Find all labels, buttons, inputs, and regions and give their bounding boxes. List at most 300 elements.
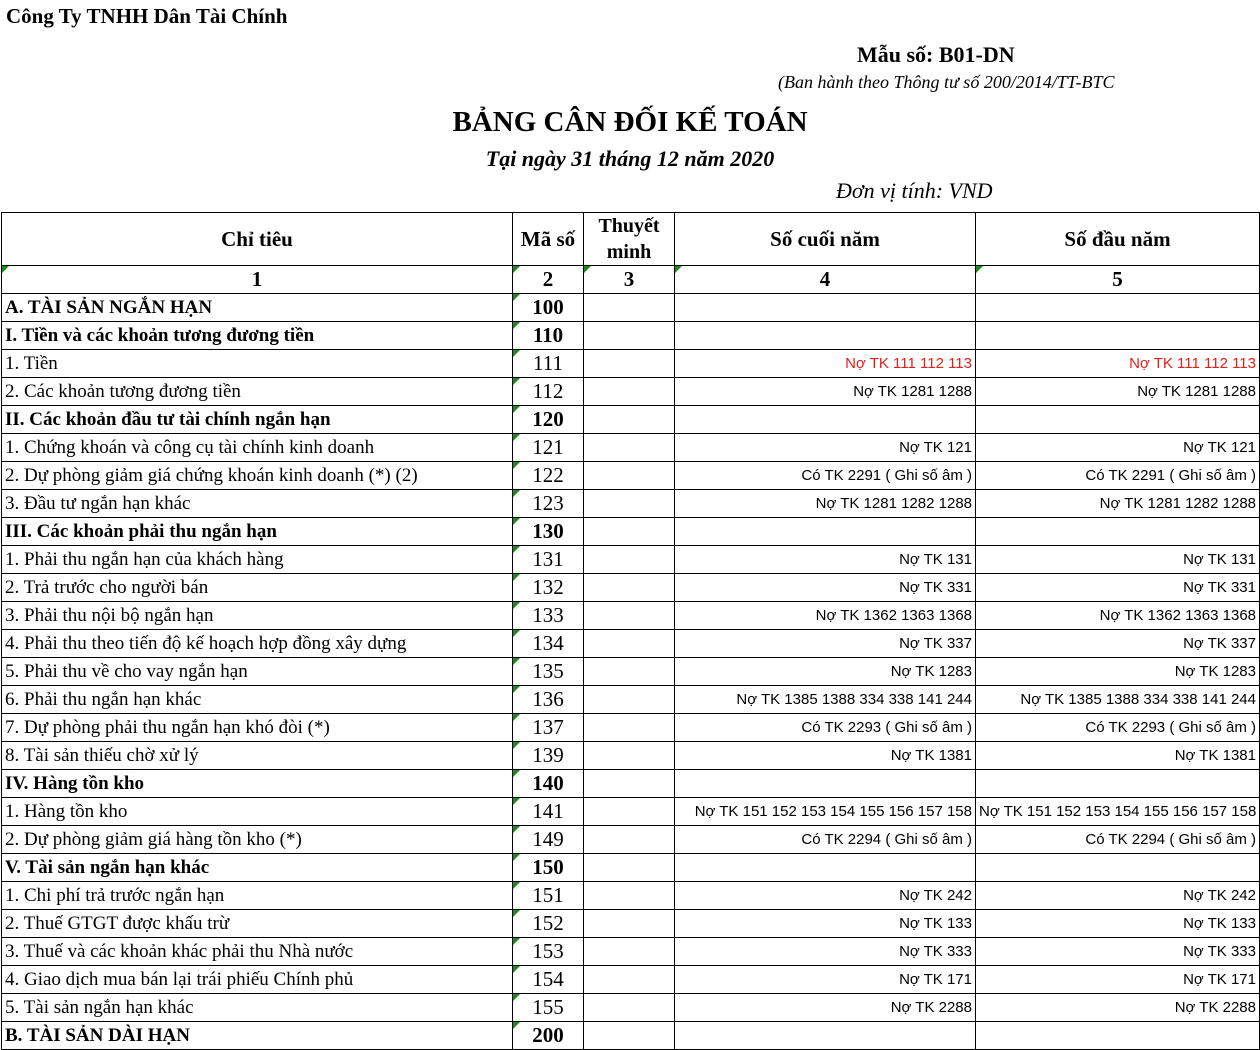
begin-year-value-cell[interactable] bbox=[976, 434, 1260, 462]
comment-marker-icon bbox=[513, 742, 520, 749]
note-cell[interactable] bbox=[584, 770, 675, 798]
begin-year-value-text: Nợ TK 1362 1363 1368 bbox=[1099, 607, 1256, 624]
comment-marker-icon bbox=[513, 966, 520, 973]
item-name-cell[interactable] bbox=[2, 1022, 513, 1050]
item-code-cell[interactable] bbox=[513, 910, 584, 938]
currency-unit: Đơn vị tính: VND bbox=[836, 178, 993, 203]
col-header-item[interactable]: Chỉ tiêu bbox=[2, 213, 513, 266]
end-year-value-cell[interactable] bbox=[675, 406, 976, 434]
begin-year-value-cell[interactable] bbox=[976, 602, 1260, 630]
begin-year-value-cell[interactable] bbox=[976, 994, 1260, 1022]
item-name-text: 2. Dự phòng giảm giá chứng khoán kinh doanh (*) (2) bbox=[5, 464, 418, 486]
item-code-text: 154 bbox=[532, 967, 564, 991]
begin-year-value-text: Nợ TK 133 bbox=[1183, 915, 1256, 932]
end-year-value-cell[interactable] bbox=[675, 770, 976, 798]
item-code-cell[interactable] bbox=[513, 1022, 584, 1050]
begin-year-value-cell[interactable] bbox=[976, 1022, 1260, 1050]
item-name-text: 2. Thuế GTGT được khấu trừ bbox=[5, 912, 230, 934]
table-row bbox=[2, 574, 1260, 602]
item-code-cell[interactable] bbox=[513, 490, 584, 518]
end-year-value-cell[interactable] bbox=[675, 910, 976, 938]
item-name-cell[interactable] bbox=[2, 546, 513, 574]
item-code-cell[interactable] bbox=[513, 826, 584, 854]
comment-marker-icon bbox=[513, 462, 520, 469]
item-name-cell[interactable] bbox=[2, 798, 513, 826]
begin-year-value-text: Nợ TK 1281 1282 1288 bbox=[1099, 495, 1256, 512]
col-number: 3 bbox=[623, 267, 635, 291]
begin-year-value-cell[interactable] bbox=[976, 882, 1260, 910]
begin-year-value-text: Nợ TK 111 112 113 bbox=[1129, 355, 1256, 372]
col-number-cell[interactable] bbox=[2, 266, 513, 294]
item-code-text: 130 bbox=[532, 519, 564, 543]
note-cell[interactable] bbox=[584, 910, 675, 938]
comment-marker-icon bbox=[513, 434, 520, 441]
item-name-text: 7. Dự phòng phải thu ngắn hạn khó đòi (*) bbox=[5, 716, 330, 738]
item-code-cell[interactable] bbox=[513, 546, 584, 574]
end-year-value-cell[interactable] bbox=[675, 854, 976, 882]
begin-year-value-cell[interactable] bbox=[976, 742, 1260, 770]
item-code-cell[interactable] bbox=[513, 630, 584, 658]
table-row bbox=[2, 602, 1260, 630]
item-name-text: 5. Phải thu về cho vay ngắn hạn bbox=[5, 660, 248, 682]
comment-marker-icon bbox=[513, 658, 520, 665]
item-name-cell[interactable] bbox=[2, 882, 513, 910]
note-cell[interactable] bbox=[584, 378, 675, 406]
end-year-value-text: Nợ TK 337 bbox=[899, 635, 972, 652]
section-row bbox=[2, 854, 1260, 882]
item-code-cell[interactable] bbox=[513, 462, 584, 490]
end-year-value-cell[interactable] bbox=[675, 686, 976, 714]
item-name-cell[interactable] bbox=[2, 378, 513, 406]
item-code-cell[interactable] bbox=[513, 994, 584, 1022]
item-code-text: 135 bbox=[532, 659, 564, 683]
item-name-cell[interactable] bbox=[2, 994, 513, 1022]
item-name-text: A. TÀI SẢN NGẮN HẠN bbox=[5, 296, 213, 318]
begin-year-value-cell[interactable] bbox=[976, 490, 1260, 518]
end-year-value-cell[interactable] bbox=[675, 378, 976, 406]
item-code-cell[interactable] bbox=[513, 798, 584, 826]
begin-year-value-text: Nợ TK 1283 bbox=[1174, 663, 1256, 680]
item-name-cell[interactable] bbox=[2, 714, 513, 742]
end-year-value-cell[interactable] bbox=[675, 546, 976, 574]
item-code-text: 133 bbox=[532, 603, 564, 627]
begin-year-value-cell[interactable] bbox=[976, 462, 1260, 490]
end-year-value-text: Nợ TK 331 bbox=[899, 579, 972, 596]
item-name-cell[interactable] bbox=[2, 630, 513, 658]
item-name-cell[interactable] bbox=[2, 490, 513, 518]
begin-year-value-cell[interactable] bbox=[976, 798, 1260, 826]
item-name-cell[interactable] bbox=[2, 938, 513, 966]
begin-year-value-cell[interactable] bbox=[976, 854, 1260, 882]
begin-year-value-cell[interactable] bbox=[976, 658, 1260, 686]
end-year-value-cell[interactable] bbox=[675, 322, 976, 350]
table-row bbox=[2, 798, 1260, 826]
item-code-cell[interactable] bbox=[513, 854, 584, 882]
item-code-text: 137 bbox=[532, 715, 564, 739]
table-row bbox=[2, 966, 1260, 994]
note-cell[interactable] bbox=[584, 742, 675, 770]
item-name-text: II. Các khoản đầu tư tài chính ngắn hạn bbox=[5, 408, 331, 430]
begin-year-value-cell[interactable] bbox=[976, 630, 1260, 658]
item-code-cell[interactable] bbox=[513, 882, 584, 910]
end-year-value-cell[interactable] bbox=[675, 882, 976, 910]
note-cell[interactable] bbox=[584, 658, 675, 686]
note-cell[interactable] bbox=[584, 994, 675, 1022]
comment-marker-icon bbox=[513, 322, 520, 329]
item-code-cell[interactable] bbox=[513, 518, 584, 546]
begin-year-value-text: Nợ TK 337 bbox=[1183, 635, 1256, 652]
item-code-cell[interactable] bbox=[513, 966, 584, 994]
table-row bbox=[2, 882, 1260, 910]
item-code-cell[interactable] bbox=[513, 742, 584, 770]
end-year-value-cell[interactable] bbox=[675, 490, 976, 518]
section-row bbox=[2, 770, 1260, 798]
item-code-cell[interactable] bbox=[513, 294, 584, 322]
table-row bbox=[2, 350, 1260, 378]
note-cell[interactable] bbox=[584, 602, 675, 630]
begin-year-value-text: Nợ TK 131 bbox=[1183, 551, 1256, 568]
table-row bbox=[2, 658, 1260, 686]
col-number: 5 bbox=[1112, 267, 1123, 291]
item-code-text: 112 bbox=[532, 379, 564, 403]
comment-marker-icon bbox=[513, 770, 520, 777]
note-cell[interactable] bbox=[584, 798, 675, 826]
end-year-value-cell[interactable] bbox=[675, 742, 976, 770]
end-year-value-text: Nợ TK 171 bbox=[899, 971, 972, 988]
item-name-cell[interactable] bbox=[2, 742, 513, 770]
item-code-cell[interactable] bbox=[513, 378, 584, 406]
item-code-cell[interactable] bbox=[513, 686, 584, 714]
note-cell[interactable] bbox=[584, 462, 675, 490]
begin-year-value-cell[interactable] bbox=[976, 826, 1260, 854]
table-row bbox=[2, 630, 1260, 658]
item-name-text: 8. Tài sản thiếu chờ xử lý bbox=[5, 744, 199, 766]
item-name-cell[interactable] bbox=[2, 658, 513, 686]
comment-marker-icon bbox=[513, 378, 520, 385]
item-code-cell[interactable] bbox=[513, 406, 584, 434]
item-name-cell[interactable] bbox=[2, 966, 513, 994]
item-name-text: 1. Chi phí trả trước ngắn hạn bbox=[5, 884, 225, 906]
item-name-text: 3. Thuế và các khoản khác phải thu Nhà nước bbox=[5, 940, 354, 962]
section-row bbox=[2, 406, 1260, 434]
item-name-text: 3. Phải thu nội bộ ngắn hạn bbox=[5, 604, 214, 626]
item-name-cell[interactable] bbox=[2, 686, 513, 714]
item-name-text: 6. Phải thu ngắn hạn khác bbox=[5, 688, 202, 710]
note-cell[interactable] bbox=[584, 714, 675, 742]
begin-year-value-text: Nợ TK 242 bbox=[1183, 887, 1256, 904]
item-name-text: 1. Chứng khoán và công cụ tài chính kinh doanh bbox=[5, 436, 375, 458]
item-code-text: 153 bbox=[532, 939, 564, 963]
begin-year-value-text: Có TK 2293 ( Ghi số âm ) bbox=[1085, 719, 1256, 736]
note-cell[interactable] bbox=[584, 406, 675, 434]
note-cell[interactable] bbox=[584, 1022, 675, 1050]
begin-year-value-cell[interactable] bbox=[976, 714, 1260, 742]
item-name-text: 2. Trả trước cho người bán bbox=[5, 576, 209, 598]
end-year-value-text: Nợ TK 131 bbox=[899, 551, 972, 568]
item-name-cell[interactable] bbox=[2, 602, 513, 630]
comment-marker-icon bbox=[513, 994, 520, 1001]
begin-year-value-text: Nợ TK 2288 bbox=[1174, 999, 1256, 1016]
item-name-cell[interactable] bbox=[2, 294, 513, 322]
comment-marker-icon bbox=[513, 294, 520, 301]
table-row bbox=[2, 910, 1260, 938]
item-code-cell[interactable] bbox=[513, 770, 584, 798]
note-cell[interactable] bbox=[584, 686, 675, 714]
item-name-text: 2. Các khoản tương đương tiền bbox=[5, 380, 241, 402]
end-year-value-text: Nợ TK 1281 1288 bbox=[853, 383, 972, 400]
item-name-cell[interactable] bbox=[2, 910, 513, 938]
item-name-text: 1. Tiền bbox=[5, 352, 58, 374]
item-name-cell[interactable] bbox=[2, 518, 513, 546]
item-name-text: B. TÀI SẢN DÀI HẠN bbox=[5, 1024, 190, 1046]
begin-year-value-cell[interactable] bbox=[976, 574, 1260, 602]
item-code-cell[interactable] bbox=[513, 434, 584, 462]
end-year-value-cell[interactable] bbox=[675, 994, 976, 1022]
col-number-cell[interactable] bbox=[976, 266, 1260, 294]
table-row bbox=[2, 938, 1260, 966]
section-row bbox=[2, 322, 1260, 350]
col-header-code[interactable]: Mã số bbox=[513, 213, 584, 266]
end-year-value-text: Nợ TK 151 152 153 154 155 156 157 158 bbox=[694, 803, 972, 820]
begin-year-value-cell[interactable] bbox=[976, 770, 1260, 798]
end-year-value-cell[interactable] bbox=[675, 714, 976, 742]
table-row bbox=[2, 686, 1260, 714]
comment-marker-icon bbox=[513, 406, 520, 413]
end-year-value-cell[interactable] bbox=[675, 294, 976, 322]
end-year-value-text: Có TK 2291 ( Ghi số âm ) bbox=[801, 467, 972, 484]
end-year-value-text: Nợ TK 1281 1282 1288 bbox=[815, 495, 972, 512]
item-code-cell[interactable] bbox=[513, 350, 584, 378]
item-code-cell[interactable] bbox=[513, 322, 584, 350]
item-name-cell[interactable] bbox=[2, 574, 513, 602]
note-cell[interactable] bbox=[584, 294, 675, 322]
end-year-value-cell[interactable] bbox=[675, 518, 976, 546]
note-cell[interactable] bbox=[584, 938, 675, 966]
item-name-cell[interactable] bbox=[2, 434, 513, 462]
form-code: Mẫu số: B01-DN bbox=[857, 42, 1015, 67]
item-code-cell[interactable] bbox=[513, 574, 584, 602]
begin-year-value-cell[interactable] bbox=[976, 686, 1260, 714]
table-row bbox=[2, 546, 1260, 574]
end-year-value-cell[interactable] bbox=[675, 658, 976, 686]
col-number: 1 bbox=[251, 267, 263, 291]
item-code-text: 120 bbox=[532, 407, 564, 431]
begin-year-value-cell[interactable] bbox=[976, 518, 1260, 546]
end-year-value-text: Nợ TK 242 bbox=[899, 887, 972, 904]
item-name-text: III. Các khoản phải thu ngắn hạn bbox=[5, 520, 277, 542]
item-name-cell[interactable] bbox=[2, 350, 513, 378]
item-name-text: 4. Phải thu theo tiến độ kế hoạch hợp đồng xây dựng bbox=[5, 632, 407, 654]
begin-year-value-text: Nợ TK 1385 1388 334 338 141 244 bbox=[1020, 691, 1256, 708]
item-code-text: 151 bbox=[532, 883, 564, 907]
note-cell[interactable] bbox=[584, 518, 675, 546]
comment-marker-icon bbox=[513, 574, 520, 581]
note-cell[interactable] bbox=[584, 490, 675, 518]
note-cell[interactable] bbox=[584, 546, 675, 574]
column-number-row bbox=[2, 266, 1260, 294]
item-code-text: 123 bbox=[532, 491, 564, 515]
item-code-text: 100 bbox=[532, 295, 564, 319]
note-cell[interactable] bbox=[584, 434, 675, 462]
item-code-text: 132 bbox=[532, 575, 564, 599]
col-header-begin-year[interactable]: Số đầu năm bbox=[976, 213, 1260, 266]
end-year-value-text: Nợ TK 133 bbox=[899, 915, 972, 932]
end-year-value-cell[interactable] bbox=[675, 602, 976, 630]
note-cell[interactable] bbox=[584, 322, 675, 350]
item-code-cell[interactable] bbox=[513, 602, 584, 630]
item-name-cell[interactable] bbox=[2, 826, 513, 854]
comment-marker-icon bbox=[513, 602, 520, 609]
item-code-text: 136 bbox=[532, 687, 564, 711]
end-year-value-text: Có TK 2293 ( Ghi số âm ) bbox=[801, 719, 972, 736]
begin-year-value-text: Nợ TK 1381 bbox=[1174, 747, 1256, 764]
begin-year-value-text: Có TK 2294 ( Ghi số âm ) bbox=[1085, 831, 1256, 848]
note-cell[interactable] bbox=[584, 630, 675, 658]
begin-year-value-cell[interactable] bbox=[976, 406, 1260, 434]
section-row bbox=[2, 1022, 1260, 1050]
item-name-cell[interactable] bbox=[2, 770, 513, 798]
col-number: 4 bbox=[819, 267, 831, 291]
begin-year-value-text: Nợ TK 1281 1288 bbox=[1137, 383, 1256, 400]
begin-year-value-text: Nợ TK 333 bbox=[1183, 943, 1256, 960]
comment-marker-icon bbox=[513, 882, 520, 889]
item-name-text: 5. Tài sản ngắn hạn khác bbox=[5, 996, 194, 1018]
item-code-text: 200 bbox=[532, 1023, 564, 1047]
begin-year-value-text: Nợ TK 331 bbox=[1183, 579, 1256, 596]
end-year-value-cell[interactable] bbox=[675, 574, 976, 602]
table-row bbox=[2, 826, 1260, 854]
col-number-cell[interactable] bbox=[675, 266, 976, 294]
note-cell[interactable] bbox=[584, 574, 675, 602]
item-name-text: I. Tiền và các khoản tương đương tiền bbox=[5, 324, 315, 346]
table-row bbox=[2, 462, 1260, 490]
report-date: Tại ngày 31 tháng 12 năm 2020 bbox=[485, 146, 775, 171]
item-name-cell[interactable] bbox=[2, 854, 513, 882]
end-year-value-text: Nợ TK 333 bbox=[899, 943, 972, 960]
item-code-text: 131 bbox=[532, 547, 564, 571]
note-cell[interactable] bbox=[584, 854, 675, 882]
comment-marker-icon bbox=[513, 546, 520, 553]
comment-marker-icon bbox=[513, 518, 520, 525]
begin-year-value-text: Nợ TK 121 bbox=[1183, 439, 1256, 456]
item-name-text: V. Tài sản ngắn hạn khác bbox=[5, 856, 210, 878]
table-row bbox=[2, 378, 1260, 406]
col-header-note[interactable]: Thuyết minh bbox=[584, 213, 675, 266]
begin-year-value-cell[interactable] bbox=[976, 938, 1260, 966]
end-year-value-text: Có TK 2294 ( Ghi số âm ) bbox=[801, 831, 972, 848]
end-year-value-text: Nợ TK 1283 bbox=[890, 663, 972, 680]
company-name: Công Ty TNHH Dân Tài Chính bbox=[6, 4, 288, 28]
end-year-value-cell[interactable] bbox=[675, 938, 976, 966]
end-year-value-cell[interactable] bbox=[675, 1022, 976, 1050]
col-number-cell[interactable] bbox=[513, 266, 584, 294]
comment-marker-icon bbox=[513, 910, 520, 917]
comment-marker-icon bbox=[513, 490, 520, 497]
end-year-value-cell[interactable] bbox=[675, 798, 976, 826]
end-year-value-cell[interactable] bbox=[675, 462, 976, 490]
item-code-text: 152 bbox=[532, 911, 564, 935]
item-code-text: 134 bbox=[532, 631, 564, 655]
issuance-note: (Ban hành theo Thông tư số 200/2014/TT-BTC bbox=[778, 72, 1115, 92]
end-year-value-text: Nợ TK 1385 1388 334 338 141 244 bbox=[736, 691, 972, 708]
item-code-text: 150 bbox=[532, 855, 564, 879]
begin-year-value-cell[interactable] bbox=[976, 546, 1260, 574]
item-code-text: 139 bbox=[532, 743, 564, 767]
comment-marker-icon bbox=[2, 266, 9, 273]
comment-marker-icon bbox=[584, 266, 591, 273]
col-number: 2 bbox=[542, 267, 554, 291]
table-row bbox=[2, 742, 1260, 770]
comment-marker-icon bbox=[513, 686, 520, 693]
item-code-text: 140 bbox=[532, 771, 564, 795]
begin-year-value-cell[interactable] bbox=[976, 294, 1260, 322]
item-code-cell[interactable] bbox=[513, 658, 584, 686]
begin-year-value-text: Nợ TK 151 152 153 154 155 156 157 158 bbox=[979, 803, 1257, 820]
col-number-cell[interactable] bbox=[584, 266, 675, 294]
item-name-text: 2. Dự phòng giảm giá hàng tồn kho (*) bbox=[5, 828, 302, 850]
header-row bbox=[2, 213, 1260, 266]
end-year-value-cell[interactable] bbox=[675, 434, 976, 462]
end-year-value-text: Nợ TK 2288 bbox=[890, 999, 972, 1016]
comment-marker-icon bbox=[513, 350, 520, 357]
note-cell[interactable] bbox=[584, 826, 675, 854]
comment-marker-icon bbox=[513, 938, 520, 945]
table-row bbox=[2, 994, 1260, 1022]
begin-year-value-cell[interactable] bbox=[976, 966, 1260, 994]
section-row bbox=[2, 518, 1260, 546]
item-code-text: 111 bbox=[533, 351, 563, 375]
end-year-value-text: Nợ TK 111 112 113 bbox=[845, 355, 972, 372]
comment-marker-icon bbox=[675, 266, 682, 273]
note-cell[interactable] bbox=[584, 882, 675, 910]
begin-year-value-cell[interactable] bbox=[976, 910, 1260, 938]
begin-year-value-cell[interactable] bbox=[976, 350, 1260, 378]
begin-year-value-cell[interactable] bbox=[976, 322, 1260, 350]
item-name-cell[interactable] bbox=[2, 406, 513, 434]
end-year-value-text: Nợ TK 1381 bbox=[890, 747, 972, 764]
item-code-text: 155 bbox=[532, 995, 564, 1019]
col-header-end-year[interactable]: Số cuối năm bbox=[675, 213, 976, 266]
comment-marker-icon bbox=[513, 854, 520, 861]
item-name-text: IV. Hàng tồn kho bbox=[5, 772, 145, 794]
item-code-text: 141 bbox=[532, 799, 564, 823]
comment-marker-icon bbox=[976, 266, 983, 273]
begin-year-value-cell[interactable] bbox=[976, 378, 1260, 406]
comment-marker-icon bbox=[513, 1022, 520, 1029]
end-year-value-cell[interactable] bbox=[675, 350, 976, 378]
note-cell[interactable] bbox=[584, 966, 675, 994]
item-code-cell[interactable] bbox=[513, 938, 584, 966]
item-code-text: 149 bbox=[532, 827, 564, 851]
table-row bbox=[2, 714, 1260, 742]
table-row bbox=[2, 490, 1260, 518]
comment-marker-icon bbox=[513, 630, 520, 637]
item-name-cell[interactable] bbox=[2, 462, 513, 490]
end-year-value-cell[interactable] bbox=[675, 826, 976, 854]
item-code-text: 110 bbox=[532, 323, 564, 347]
section-row bbox=[2, 294, 1260, 322]
note-cell[interactable] bbox=[584, 350, 675, 378]
item-code-cell[interactable] bbox=[513, 714, 584, 742]
item-name-text: 1. Phải thu ngắn hạn của khách hàng bbox=[5, 548, 284, 570]
end-year-value-cell[interactable] bbox=[675, 630, 976, 658]
item-name-text: 3. Đầu tư ngắn hạn khác bbox=[5, 492, 191, 514]
report-title: BẢNG CÂN ĐỐI KẾ TOÁN bbox=[452, 106, 808, 138]
begin-year-value-text: Có TK 2291 ( Ghi số âm ) bbox=[1085, 467, 1256, 484]
comment-marker-icon bbox=[513, 714, 520, 721]
item-name-cell[interactable] bbox=[2, 322, 513, 350]
end-year-value-cell[interactable] bbox=[675, 966, 976, 994]
